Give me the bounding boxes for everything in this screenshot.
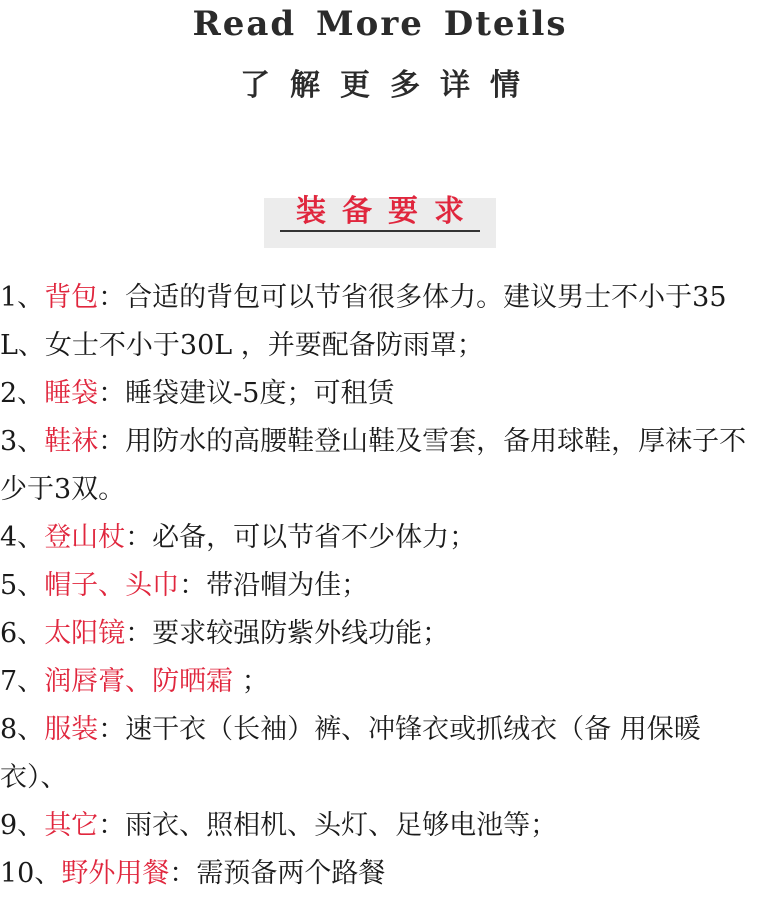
list-item: [0, 562, 760, 610]
item-keyword: 野外用餐: [61, 858, 170, 889]
item-number: 7、: [0, 666, 45, 697]
item-number: 3、: [0, 426, 45, 457]
list-item: [0, 610, 760, 658]
item-text: ：需预备两个路餐: [169, 858, 386, 889]
item-number: 8、: [0, 714, 45, 745]
item-number: 9、: [0, 810, 45, 841]
item-keyword: 太阳镜: [44, 618, 126, 649]
item-keyword: 登山杖: [44, 522, 126, 553]
header-title-cn: 了解更多详情: [240, 68, 540, 103]
list-item: [0, 706, 760, 802]
item-number: 5、: [0, 570, 45, 601]
item-text: ：睡袋建议-5度；可租赁: [98, 378, 395, 409]
header-title-en: Read More Dteils: [192, 4, 568, 44]
item-keyword: 其它: [44, 810, 99, 841]
item-text: ：带沿帽为佳；: [179, 570, 369, 601]
list-item: [0, 658, 760, 706]
item-number: 10、: [0, 858, 62, 889]
item-number: 2、: [0, 378, 45, 409]
section-title-underline: [280, 230, 480, 232]
item-text: ：要求较强防紫外线功能；: [125, 618, 450, 649]
item-number: 6、: [0, 618, 45, 649]
list-item: [0, 370, 760, 418]
item-text: ：合适的背包可以节省很多体力。建议男士不小于35L、女士不小于30L ，并要配备防雨罩；: [0, 282, 727, 361]
item-keyword: 帽子、头巾: [44, 570, 180, 601]
item-text: ：雨衣、照相机、头灯、足够电池等；: [98, 810, 558, 841]
item-text: ：必备，可以节省不少体力；: [125, 522, 477, 553]
section-title: 装备要求: [296, 194, 480, 229]
list-item: [0, 850, 760, 898]
item-text: ：速干衣（长袖）裤、冲锋衣或抓绒衣（备 用保暖衣）、: [0, 714, 701, 793]
item-keyword: 润唇膏、防晒霜: [44, 666, 234, 697]
item-text: ：用防水的高腰鞋登山鞋及雪套，备用球鞋，厚袜子不少于3双。: [0, 426, 747, 505]
item-keyword: 鞋袜: [44, 426, 99, 457]
item-text: ；: [233, 666, 269, 697]
equipment-list: [0, 274, 760, 898]
item-number: 4、: [0, 522, 45, 553]
item-number: 1、: [0, 282, 45, 313]
list-item: [0, 274, 760, 370]
item-keyword: 服装: [44, 714, 99, 745]
list-item: [0, 802, 760, 850]
list-item: [0, 418, 760, 514]
list-item: [0, 514, 760, 562]
item-keyword: 睡袋: [44, 378, 99, 409]
item-keyword: 背包: [44, 282, 99, 313]
